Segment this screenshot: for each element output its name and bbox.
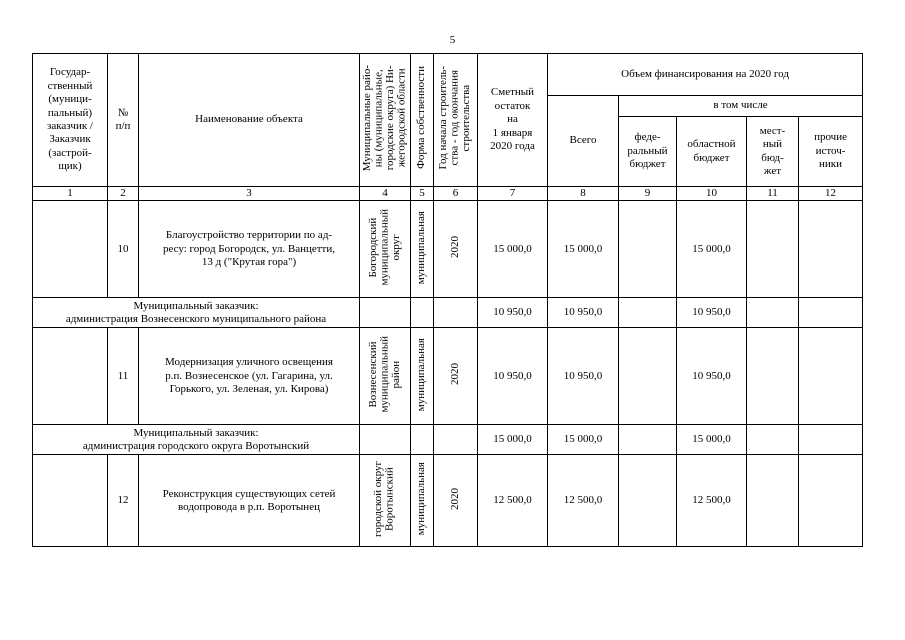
local-value (747, 425, 799, 455)
federal-value (619, 425, 677, 455)
year-text: 2020 (448, 363, 461, 386)
empty-cell (434, 298, 478, 328)
customer-label: Муниципальный заказчик: администрация Вознесенского муниципального района (33, 298, 360, 328)
object-name: Реконструкция существующих сетей водопровода в р.п. Воротынец (139, 455, 360, 547)
total-value: 12 500,0 (548, 455, 619, 547)
empty-cell (411, 298, 434, 328)
regional-value: 12 500,0 (677, 455, 747, 547)
total-value: 10 950,0 (548, 328, 619, 425)
total-value: 15 000,0 (548, 425, 619, 455)
header-ownership (411, 54, 434, 187)
row-number: 11 (108, 328, 139, 425)
other-value (799, 455, 863, 547)
ownership-text: муниципальная (415, 462, 428, 536)
header-funding: Объем финансирования на 2020 год (548, 54, 863, 96)
header-total: Всего (548, 96, 619, 187)
row-number: 12 (108, 455, 139, 547)
federal-value (619, 328, 677, 425)
municipality-text: Вознесенский муниципальный район (366, 335, 402, 413)
header-object-name: Наименование объекта (139, 54, 360, 187)
other-value (799, 328, 863, 425)
customer-cell-empty (33, 328, 108, 425)
estimate-value: 10 950,0 (478, 328, 548, 425)
empty-cell (360, 298, 411, 328)
header-including: в том числе (619, 96, 863, 117)
local-value (747, 201, 799, 298)
row-number: 10 (108, 201, 139, 298)
header-estimate: Сметный остаток на 1 января 2020 года (478, 54, 548, 187)
col-number: 1 (33, 187, 108, 201)
customer-cell-empty (33, 455, 108, 547)
estimate-value: 15 000,0 (478, 425, 548, 455)
empty-cell (434, 425, 478, 455)
header-regional: областной бюджет (677, 117, 747, 187)
table-row-customer (33, 425, 863, 455)
financing-table (32, 53, 863, 547)
col-number: 3 (139, 187, 360, 201)
header-customer: Государ- ственный (муници- пальный) заказчик / Заказчик (застрой- щик) (33, 54, 108, 187)
regional-value: 10 950,0 (677, 298, 747, 328)
customer-label: Муниципальный заказчик: администрация городского округа Воротынский (33, 425, 360, 455)
col-number: 8 (548, 187, 619, 201)
local-value (747, 455, 799, 547)
page-number: 5 (449, 34, 456, 46)
col-number: 11 (747, 187, 799, 201)
municipality-text: городской округ Воротынский (372, 460, 396, 537)
empty-cell (360, 425, 411, 455)
ownership-text: муниципальная (415, 337, 428, 411)
local-value (747, 328, 799, 425)
year-cell (434, 328, 478, 425)
table-row-object (33, 328, 863, 425)
federal-value (619, 201, 677, 298)
ownership-text: муниципальная (415, 210, 428, 284)
col-number: 5 (411, 187, 434, 201)
header-year-text: Год начала строитель- ства - год окончания строительства (437, 66, 473, 170)
table-row-object (33, 201, 863, 298)
estimate-value: 15 000,0 (478, 201, 548, 298)
header-municipality-text: Муниципальные райо- ны (муниципальные, городские округа) Ни- жегородской области (360, 64, 408, 171)
year-text: 2020 (448, 236, 461, 259)
year-text: 2020 (448, 487, 461, 510)
header-num: № п/п (108, 54, 139, 187)
year-cell (434, 201, 478, 298)
table-row-object (33, 455, 863, 547)
customer-cell-empty (33, 201, 108, 298)
object-name: Модернизация уличного освещения р.п. Вознесенское (ул. Гагарина, ул. Горького, ул. Зеленая, ул. Кирова) (139, 328, 360, 425)
ownership-cell (411, 201, 434, 298)
header-other: прочие источ- ники (799, 117, 863, 187)
column-number-row (33, 187, 863, 201)
municipality-text: Богородский муниципальный округ (366, 208, 402, 286)
federal-value (619, 455, 677, 547)
col-number: 7 (478, 187, 548, 201)
other-value (799, 425, 863, 455)
object-name: Благоустройство территории по ад- ресу: город Богородск, ул. Ванцетти, 13 д ("Крутая гора") (139, 201, 360, 298)
municipality-cell (360, 201, 411, 298)
ownership-cell (411, 455, 434, 547)
col-number: 6 (434, 187, 478, 201)
header-municipality (360, 54, 411, 187)
table-row-customer (33, 298, 863, 328)
regional-value: 15 000,0 (677, 201, 747, 298)
municipality-cell (360, 455, 411, 547)
total-value: 10 950,0 (548, 298, 619, 328)
col-number: 10 (677, 187, 747, 201)
year-cell (434, 455, 478, 547)
municipality-cell (360, 328, 411, 425)
header-year (434, 54, 478, 187)
regional-value: 10 950,0 (677, 328, 747, 425)
col-number: 4 (360, 187, 411, 201)
col-number: 2 (108, 187, 139, 201)
other-value (799, 201, 863, 298)
col-number: 9 (619, 187, 677, 201)
other-value (799, 298, 863, 328)
estimate-value: 12 500,0 (478, 455, 548, 547)
header-local: мест- ный бюд- жет (747, 117, 799, 187)
regional-value: 15 000,0 (677, 425, 747, 455)
header-federal: феде- ральный бюджет (619, 117, 677, 187)
header-ownership-text: Форма собственности (415, 66, 428, 170)
col-number: 12 (799, 187, 863, 201)
empty-cell (411, 425, 434, 455)
federal-value (619, 298, 677, 328)
total-value: 15 000,0 (548, 201, 619, 298)
ownership-cell (411, 328, 434, 425)
local-value (747, 298, 799, 328)
header-row-1 (33, 54, 863, 96)
estimate-value: 10 950,0 (478, 298, 548, 328)
